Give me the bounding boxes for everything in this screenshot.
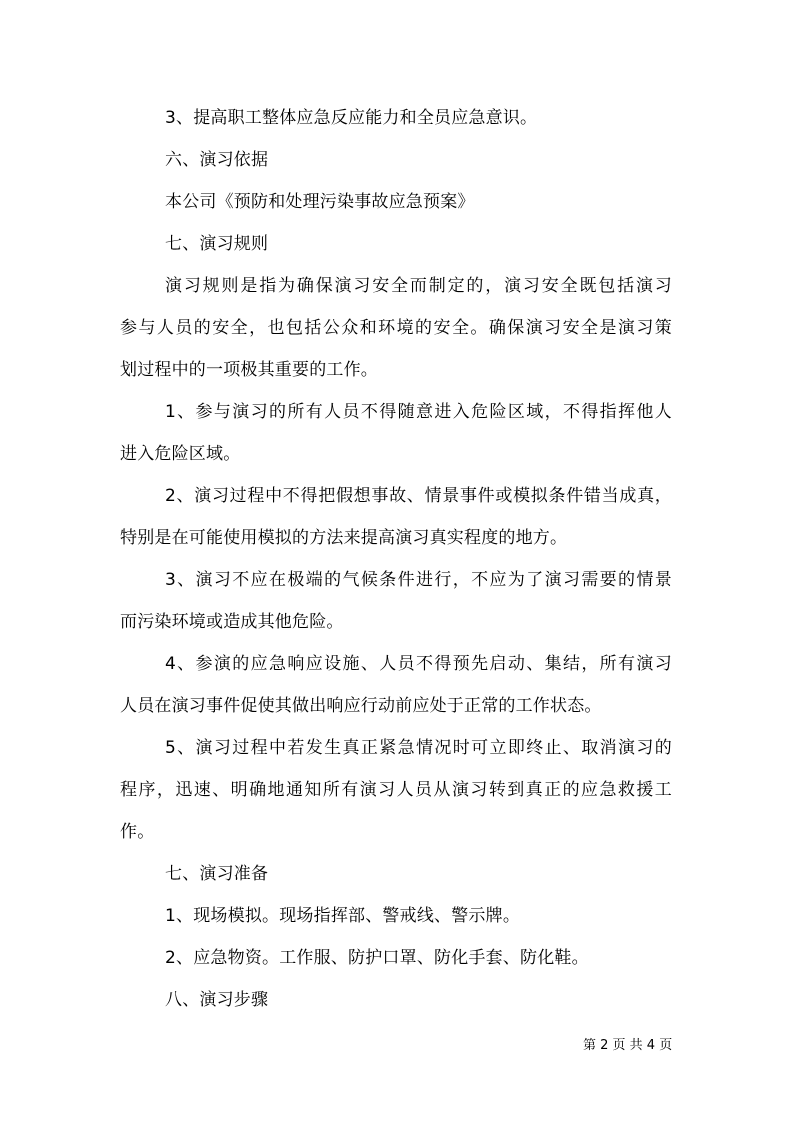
text-line: 3、演习不应在极端的气候条件进行，不应为了演习需要的情景 bbox=[165, 570, 672, 590]
text-line: 1、现场模拟。现场指挥部、警戒线、警示牌。 bbox=[165, 906, 521, 926]
text-line: 划过程中的一项极其重要的工作。 bbox=[120, 360, 378, 380]
text-line: 演习规则是指为确保演习安全而制定的，演习安全既包括演习 bbox=[165, 276, 672, 296]
text-line: 4、参演的应急响应设施、人员不得预先启动、集结，所有演习 bbox=[165, 654, 672, 674]
text-line: 进入危险区域。 bbox=[120, 444, 241, 464]
text-line: 程序，迅速、明确地通知所有演习人员从演习转到真正的应急救援工 bbox=[120, 780, 672, 800]
section-heading: 六、演习依据 bbox=[165, 150, 269, 170]
section-heading: 七、演习规则 bbox=[165, 234, 269, 254]
text-line: 而污染环境或造成其他危险。 bbox=[120, 612, 344, 632]
text-line: 2、演习过程中不得把假想事故、情景事件或模拟条件错当成真， bbox=[165, 486, 672, 506]
section-heading: 七、演习准备 bbox=[165, 864, 269, 884]
page-number: 第 2 页 共 4 页 bbox=[583, 1038, 673, 1053]
text-line: 参与人员的安全，也包括公众和环境的安全。确保演习安全是演习策 bbox=[120, 318, 672, 338]
text-line: 2、应急物资。工作服、防护口罩、防化手套、防化鞋。 bbox=[165, 948, 589, 968]
text-line: 3、提高职工整体应急反应能力和全员应急意识。 bbox=[165, 108, 538, 128]
text-line: 特别是在可能使用模拟的方法来提高演习真实程度的地方。 bbox=[120, 528, 568, 548]
text-line: 5、演习过程中若发生真正紧急情况时可立即终止、取消演习的 bbox=[165, 738, 672, 758]
section-heading: 八、演习步骤 bbox=[165, 990, 269, 1010]
text-line: 本公司《预防和处理污染事故应急预案》 bbox=[165, 192, 475, 212]
text-line: 人员在演习事件促使其做出响应行动前应处于正常的工作状态。 bbox=[120, 696, 602, 716]
text-line: 1、参与演习的所有人员不得随意进入危险区域，不得指挥他人 bbox=[165, 402, 672, 422]
text-line: 作。 bbox=[120, 822, 155, 842]
